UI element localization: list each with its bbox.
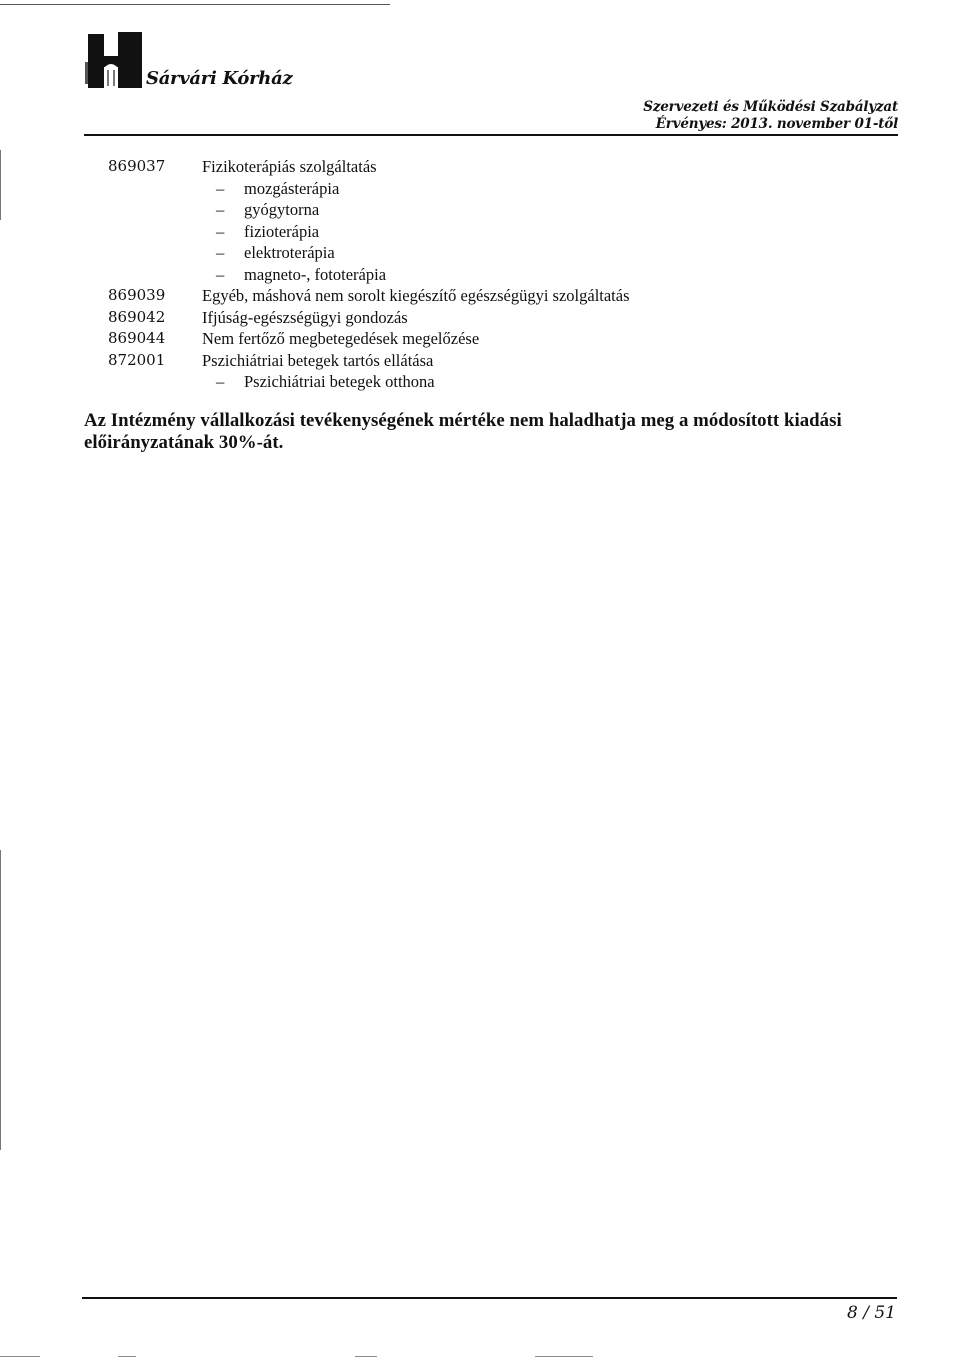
list-dash: – <box>216 243 225 262</box>
scan-artifact <box>0 1356 40 1357</box>
hospital-name: Sárvári Kórház <box>146 68 293 89</box>
activity-code: 869044 <box>108 329 166 347</box>
activity-label: Egyéb, máshová nem sorolt kiegészítő egészségügyi szolgáltatás <box>202 286 630 305</box>
list-dash: – <box>216 200 225 219</box>
activity-label: Ifjúság-egészségügyi gondozás <box>202 307 408 327</box>
activity-subitem-label: fizioterápia <box>244 221 320 241</box>
scan-edge-mark <box>0 850 1 1150</box>
document-title: Szervezeti és Működési Szabályzat <box>643 99 898 115</box>
scan-edge-mark <box>0 150 1 220</box>
activity-label: Fizikoterápiás szolgáltatás <box>202 157 377 176</box>
scan-artifact <box>118 1356 136 1357</box>
scan-artifact <box>535 1356 593 1357</box>
activity-label: Nem fertőző megbetegedések megelőzése <box>202 329 480 348</box>
list-dash: – <box>216 178 225 198</box>
activity-code: 869042 <box>108 307 166 326</box>
activity-subitem-label: mozgásterápia <box>244 178 340 198</box>
activity-label: Pszichiátriai betegek tartós ellátása <box>202 350 434 370</box>
list-dash: – <box>216 372 225 391</box>
activity-subitem-label: gyógytorna <box>244 200 320 219</box>
activity-subitem-label: Pszichiátriai betegek otthona <box>244 372 435 391</box>
scan-top-line <box>0 4 390 5</box>
page-number: 8 / 51 <box>847 1303 896 1323</box>
hospital-logo <box>84 28 150 90</box>
activity-code: 869039 <box>108 286 166 304</box>
activity-subitem-label: magneto-, fototerápia <box>244 264 387 284</box>
activity-code: 869037 <box>108 157 166 175</box>
document-header <box>643 99 898 133</box>
activity-subitem-label: elektroterápia <box>244 243 335 262</box>
footer-divider <box>82 1297 897 1299</box>
scan-artifact <box>355 1356 377 1357</box>
activity-code: 872001 <box>108 350 166 369</box>
validity-date: Érvényes: 2013. november 01-től <box>655 116 898 132</box>
list-dash: – <box>216 221 225 241</box>
business-activity-limit-statement: Az Intézmény vállalkozási tevékenységének mértéke nem haladhatja meg a módosított kiadási előirányzatának 30%-át. <box>84 410 842 453</box>
list-dash: – <box>216 264 225 284</box>
header-divider <box>84 134 898 136</box>
